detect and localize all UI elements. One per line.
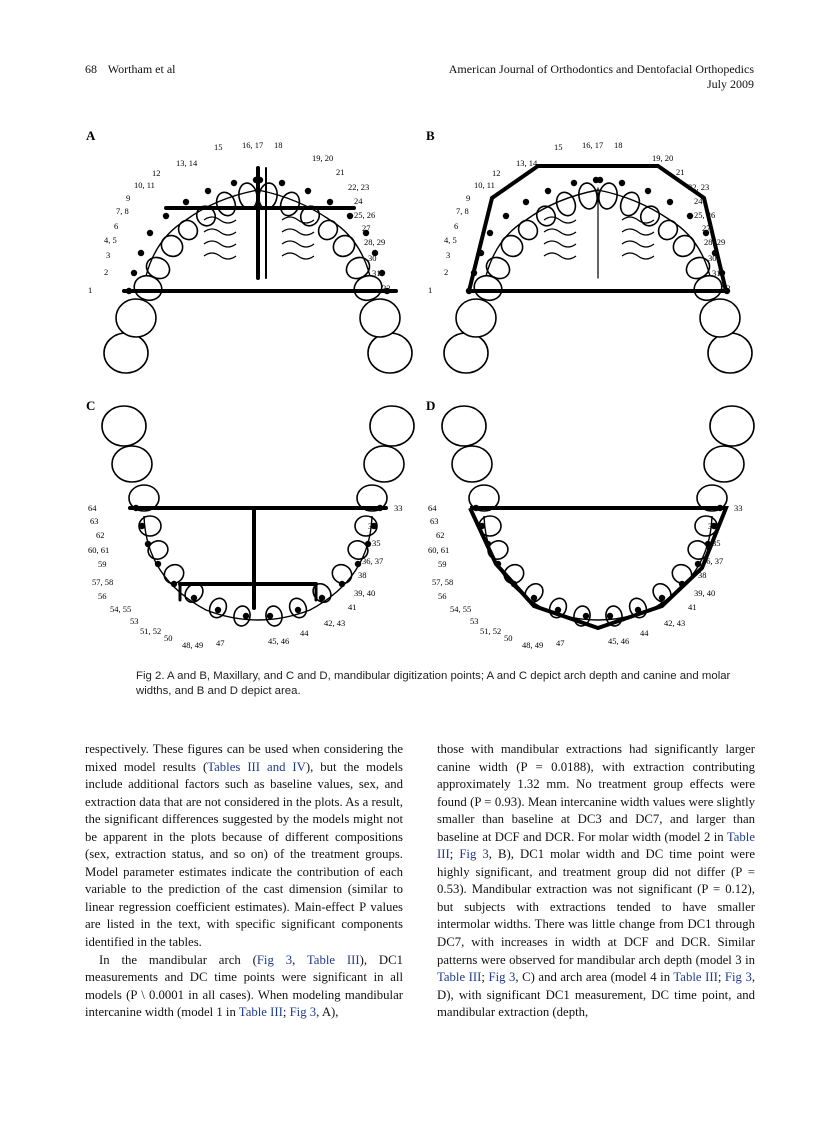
tooth-outline (112, 446, 152, 482)
tooth-outline (368, 333, 412, 373)
point-label: 45, 46 (608, 636, 630, 646)
palatal-rugae (544, 253, 576, 259)
tooth-outline (277, 190, 302, 219)
point-label: 13, 14 (176, 158, 198, 168)
panel-label: A (86, 128, 96, 143)
point-label: 27 (362, 223, 371, 233)
paragraph: those with mandibular extractions had significantly larger canine width (P = 0.0188), with extraction contributing approximately 1.32 mm. No treatment group effects were found (P = 0.93). Mean intercanine width values were slightly smaller than baseline at DC3 and DC7, and larger than baseline at DCF and DCR. For molar width (model 2 in Table III; Fig 3, B), DC1 molar width and DC time point were highly significant, and treatment group did not differ (P = 0.53). Mandibular extraction was not significant (P = 0.12), but subjects with extractions tended to have smaller intermolar widths. There was little change from DC1 through DC7, with increases in width at DCF and DCR. Similar patterns were observed for mandibular arch depth (model 3 in Table III; Fig 3, C) and arch area (model 4 in Table III; Fig 3, D), with significant DC1 measurement, DC time point, and mandibular extraction (depth, (437, 742, 756, 1020)
point-label: 4, 5 (104, 235, 117, 245)
point-label: 35 (372, 538, 381, 548)
point-label: 19, 20 (652, 153, 674, 163)
issue-date: July 2009 (706, 77, 754, 91)
point-label: 34 (708, 521, 717, 531)
palatal-rugae (282, 229, 314, 235)
point-label: 33 (734, 503, 743, 513)
figure-link[interactable]: Fig 3 (724, 970, 752, 985)
tooth-outline (637, 203, 663, 229)
journal-title: American Journal of Orthodontics and Dentofacial Orthopedics (448, 62, 754, 76)
digitization-point (131, 270, 137, 276)
panel-label: B (426, 128, 435, 143)
point-label: 45, 46 (268, 636, 290, 646)
digitization-point (163, 213, 169, 219)
tooth-outline (708, 333, 752, 373)
point-label: 35 (712, 538, 721, 548)
point-label: 6 (114, 221, 119, 231)
tooth-outline (456, 299, 496, 337)
point-label: 54, 55 (450, 604, 472, 614)
arch-panel-d (426, 398, 754, 650)
point-label: 21 (676, 167, 685, 177)
point-label: 12 (152, 168, 161, 178)
digitization-point (171, 581, 177, 587)
digitization-point (295, 607, 301, 613)
point-label: 18 (274, 140, 283, 150)
point-label: 3 (446, 250, 451, 260)
digitization-point (267, 613, 273, 619)
tooth-outline (704, 446, 744, 482)
point-label: 63 (430, 516, 439, 526)
point-label: 30 (368, 253, 377, 263)
table-link[interactable]: Table III (437, 970, 482, 985)
point-label: 64 (88, 503, 97, 513)
digitization-point (645, 188, 651, 194)
point-label: 15 (554, 142, 563, 152)
digitization-point (523, 199, 529, 205)
point-label: 38 (698, 570, 707, 580)
point-label: 2 (104, 267, 109, 277)
palatal-rugae (544, 241, 576, 247)
digitization-point (147, 230, 153, 236)
digitization-point (365, 541, 371, 547)
point-label: 36, 37 (702, 556, 724, 566)
figure-link[interactable]: Fig 3 (256, 952, 293, 967)
arch-panel-a (86, 128, 412, 373)
digitization-point (545, 188, 551, 194)
point-label: 22, 23 (348, 182, 370, 192)
digitization-point (243, 613, 249, 619)
point-label: 1 (88, 285, 93, 295)
point-label: 47 (216, 638, 225, 648)
point-label: 28, 29 (364, 237, 386, 247)
point-label: 57, 58 (432, 577, 454, 587)
point-label: 56 (438, 591, 447, 601)
authors: Wortham et al (107, 62, 176, 76)
point-label: 48, 49 (522, 640, 544, 650)
digitization-point (205, 188, 211, 194)
running-header-left (85, 62, 175, 77)
point-label: 25, 26 (694, 210, 716, 220)
digitization-point (191, 595, 197, 601)
point-label: 47 (556, 638, 565, 648)
digitization-point (183, 199, 189, 205)
point-label: 59 (438, 559, 447, 569)
digitization-point (327, 199, 333, 205)
digitization-point (667, 199, 673, 205)
point-label: 7, 8 (116, 206, 129, 216)
point-label: 9 (466, 193, 471, 203)
point-label: 39, 40 (354, 588, 376, 598)
panel-label: C (86, 398, 96, 413)
figure-link[interactable]: Fig 3 (459, 847, 489, 862)
tooth-outline (553, 190, 578, 219)
digitization-point (279, 180, 285, 186)
digitization-point (155, 561, 161, 567)
point-label: 28, 29 (704, 237, 726, 247)
point-label: 6 (454, 221, 459, 231)
digitization-point (138, 250, 144, 256)
point-label: 39, 40 (694, 588, 716, 598)
point-label: 38 (358, 570, 367, 580)
digitization-point (571, 180, 577, 186)
point-label: 12 (492, 168, 501, 178)
point-label: 57, 58 (92, 577, 114, 587)
figure-link[interactable]: Fig 3 (488, 970, 516, 985)
point-label: 2 (444, 267, 449, 277)
point-label: 42, 43 (324, 618, 346, 628)
point-label: 54, 55 (110, 604, 132, 614)
table-link[interactable]: Table III (673, 970, 718, 985)
point-label: 59 (98, 559, 107, 569)
point-label: 31 (712, 268, 721, 278)
digitization-point (659, 595, 665, 601)
digitization-point (597, 177, 603, 183)
digitization-point (231, 180, 237, 186)
point-label: 50 (164, 633, 173, 643)
point-label: 32 (382, 283, 391, 293)
palatal-rugae (204, 253, 236, 259)
arch-panel-b (426, 128, 752, 373)
body-column-right (437, 741, 755, 1022)
palatal-rugae (622, 229, 654, 235)
point-label: 60, 61 (88, 545, 110, 555)
point-label: 27 (702, 223, 711, 233)
running-header-right (449, 62, 754, 92)
paragraph: respectively. These figures can be used when considering the mixed model results (Tables III and IV), but the models include additional factors such as baseline values, sex, and extraction data that are not considered in the plots. As a result, the significant differences suggested by the models might not be apparent in the plots because of different compositions (sex, extraction status, and so on) of the treatment groups. Model parameter estimates indicate the contribution of each variable to the prediction of the cast dimension (similar to linear regression coefficient estimates). Main-effect P values are listed in the text, with specific significant components identified in the tables. (85, 742, 403, 950)
point-label: 16, 17 (242, 140, 264, 150)
dental-arch-figure (80, 128, 760, 658)
point-label: 51, 52 (480, 626, 502, 636)
tooth-outline (213, 190, 238, 219)
point-label: 24 (694, 196, 703, 206)
point-label: 10, 11 (474, 180, 495, 190)
point-label: 42, 43 (664, 618, 686, 628)
point-label: 56 (98, 591, 107, 601)
point-label: 60, 61 (428, 545, 450, 555)
tooth-outline (104, 333, 148, 373)
digitization-point (305, 188, 311, 194)
digitization-point (583, 613, 589, 619)
point-label: 18 (614, 140, 623, 150)
point-label: 7, 8 (456, 206, 469, 216)
tooth-outline (617, 190, 642, 219)
point-label: 44 (300, 628, 309, 638)
tooth-outline (116, 299, 156, 337)
tooth-outline (444, 333, 488, 373)
point-label: 51, 52 (140, 626, 162, 636)
point-label: 24 (354, 196, 363, 206)
point-label: 25, 26 (354, 210, 376, 220)
palatal-rugae (544, 229, 576, 235)
body-column-left (85, 741, 403, 1022)
point-label: 50 (504, 633, 513, 643)
point-label: 41 (688, 602, 697, 612)
arch-panel-c (86, 398, 414, 650)
point-label: 63 (90, 516, 99, 526)
figure-link[interactable]: Fig 3 (289, 1005, 317, 1020)
tooth-outline (452, 446, 492, 482)
digitization-point (607, 613, 613, 619)
digitization-point (487, 230, 493, 236)
point-label: 13, 14 (516, 158, 538, 168)
palatal-rugae (622, 253, 654, 259)
palatal-rugae (282, 241, 314, 247)
figure-caption: Fig 2. A and B, Maxillary, and C and D, mandibular digitization points; A and C depict arch depth and canine and molar widths, and B and D depict area. (136, 670, 731, 697)
point-label: 16, 17 (582, 140, 604, 150)
tooth-outline (710, 406, 754, 446)
palatal-rugae (622, 241, 654, 247)
palatal-rugae (204, 229, 236, 235)
point-label: 36, 37 (362, 556, 384, 566)
tooth-outline (649, 580, 674, 606)
point-label: 9 (126, 193, 131, 203)
point-label: 62 (436, 530, 445, 540)
point-label: 22, 23 (688, 182, 710, 192)
point-label: 34 (368, 521, 377, 531)
tooth-outline (360, 299, 400, 337)
digitization-point (319, 595, 325, 601)
tooth-outline (442, 406, 486, 446)
point-label: 4, 5 (444, 235, 457, 245)
point-label: 32 (722, 283, 731, 293)
point-label: 1 (428, 285, 433, 295)
paragraph: In the mandibular arch (Fig 3, Table III), DC1 measurements and DC time points were significant in all models (P \ 0.0001 in all cases). When modeling mandibular intercanine width (model 1 in Table III; Fig 3, A), (85, 952, 403, 1020)
digitization-point (503, 213, 509, 219)
palatal-rugae (282, 253, 314, 259)
point-label: 64 (428, 503, 437, 513)
palatal-rugae (204, 241, 236, 247)
digitization-point (139, 523, 145, 529)
table-link[interactable]: Table III (238, 1005, 283, 1020)
tooth-outline (102, 406, 146, 446)
digitization-point (347, 213, 353, 219)
panel-label: D (426, 398, 436, 413)
point-label: 33 (394, 503, 403, 513)
point-label: 3 (106, 250, 111, 260)
point-label: 44 (640, 628, 649, 638)
digitization-point (619, 180, 625, 186)
point-label: 10, 11 (134, 180, 155, 190)
digitization-point (215, 607, 221, 613)
point-label: 31 (372, 268, 381, 278)
table-link[interactable]: Tables III and IV (207, 759, 306, 774)
digitization-point (531, 595, 537, 601)
point-label: 30 (708, 253, 717, 263)
table-link[interactable]: Table III (306, 952, 360, 967)
point-label: 48, 49 (182, 640, 204, 650)
digitization-point (145, 541, 151, 547)
point-label: 19, 20 (312, 153, 334, 163)
digitization-point (355, 561, 361, 567)
point-label: 62 (96, 530, 105, 540)
digitization-point (339, 581, 345, 587)
tooth-outline (597, 182, 619, 211)
tooth-outline (364, 446, 404, 482)
digitization-point (687, 213, 693, 219)
digitization-point (695, 561, 701, 567)
table-link[interactable]: Table III (437, 829, 755, 862)
tooth-outline (700, 299, 740, 337)
point-label: 53 (130, 616, 139, 626)
page-number: 68 (85, 62, 97, 76)
tooth-outline (370, 406, 414, 446)
point-label: 15 (214, 142, 223, 152)
tooth-outline (577, 182, 599, 211)
tooth-outline (521, 580, 546, 606)
point-label: 41 (348, 602, 357, 612)
point-label: 21 (336, 167, 345, 177)
point-label: 53 (470, 616, 479, 626)
